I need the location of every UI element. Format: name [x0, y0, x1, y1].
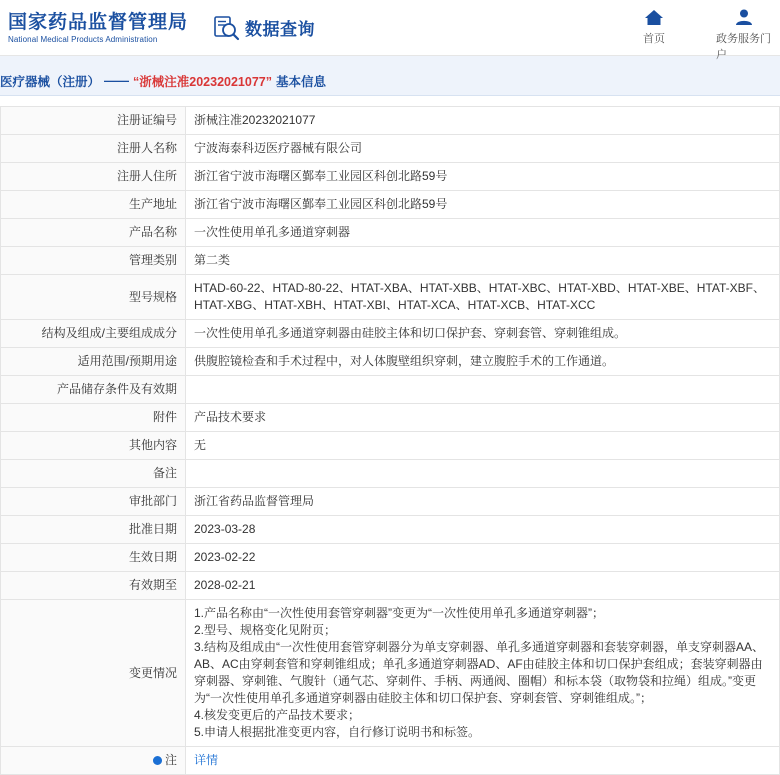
row-value: 2028-02-21 — [186, 572, 780, 600]
table-row — [1, 544, 780, 572]
data-query-icon — [214, 15, 240, 41]
row-label: 适用范围/预期用途 — [1, 348, 186, 376]
row-value: 一次性使用单孔多通道穿刺器由硅胶主体和切口保护套、穿刺套管、穿刺锥组成。 — [186, 320, 780, 348]
change-line: 1.产品名称由“一次性使用套管穿刺器”变更为“一次性使用单孔多通道穿刺器”； — [194, 606, 604, 620]
change-line: 3.结构及组成由“一次性使用套管穿刺器分为单支穿刺器、单孔多通道穿刺器和套装穿刺器，单支穿刺器AA、AB、AC由穿刺套管和穿刺锥组成；单孔多通道穿刺器AD、AF由硅胶主体和切口保护套组成；套装穿刺器由穿刺器、穿刺锥、气腹针（通气芯、穿刺件、手柄、两通阀、圈帽）和标本袋（取物袋和拉绳）组成。”变更为“一次性使用单孔多通道穿刺器由硅胶主体和切口保护套、穿刺套管、穿刺锥组成。”； — [194, 640, 765, 705]
row-label: 有效期至 — [1, 572, 186, 600]
table-row — [1, 432, 780, 460]
row-label: 结构及组成/主要组成成分 — [1, 320, 186, 348]
agency-logo — [0, 11, 188, 45]
row-value: 浙江省药品监督管理局 — [186, 488, 780, 516]
row-value: 宁波海泰科迈医疗器械有限公司 — [186, 135, 780, 163]
user-icon — [734, 6, 754, 28]
row-value: 供腹腔镜检查和手术过程中，对人体腹壁组织穿刺，建立腹腔手术的工作通道。 — [186, 348, 780, 376]
info-table-wrapper — [0, 96, 780, 775]
row-label: 附件 — [1, 404, 186, 432]
note-value — [186, 747, 780, 775]
header-nav — [626, 6, 772, 62]
row-value: HTAD-60-22、HTAD-80-22、HTAT-XBA、HTAT-XBB、HTAT-XBC、HTAT-XBD、HTAT-XBE、HTAT-XBF、HTAT-XBG、HTAT-XBH、HTAT-XBI、HTAT-XCA、HTAT-XCB、HTAT-XCC — [186, 275, 780, 320]
table-row — [1, 460, 780, 488]
table-row — [1, 163, 780, 191]
table-row — [1, 404, 780, 432]
app-title: 数据查询 — [245, 20, 316, 39]
row-value: 浙江省宁波市海曙区鄞奉工业园区科创北路59号 — [186, 191, 780, 219]
table-row — [1, 516, 780, 544]
table-row — [1, 376, 780, 404]
info-dot-icon — [153, 756, 162, 765]
detail-link[interactable]: 详情 — [194, 753, 219, 767]
row-label: 产品储存条件及有效期 — [1, 376, 186, 404]
table-row-note — [1, 747, 780, 775]
row-value: 浙械注准20232021077 — [186, 107, 780, 135]
table-row — [1, 572, 780, 600]
row-value: 2023-03-28 — [186, 516, 780, 544]
app-title-block — [214, 15, 315, 41]
table-row — [1, 247, 780, 275]
nav-item-service-portal-label: 政务服务门户 — [716, 33, 771, 61]
row-value: 第二类 — [186, 247, 780, 275]
agency-name-en: National Medical Products Administration — [8, 34, 158, 44]
row-value: 产品技术要求 — [186, 404, 780, 432]
row-value: 无 — [186, 432, 780, 460]
table-row — [1, 275, 780, 320]
row-value: 2023-02-22 — [186, 544, 780, 572]
nav-item-home-label: 首页 — [643, 33, 665, 45]
row-label: 型号规格 — [1, 275, 186, 320]
home-icon — [644, 6, 664, 28]
change-line: 5.申请人根据批准变更内容，自行修订说明书和标签。 — [194, 725, 481, 739]
nav-item-home[interactable] — [626, 6, 682, 62]
nav-item-service-portal[interactable] — [716, 6, 772, 62]
note-label — [1, 747, 186, 775]
breadcrumb — [0, 66, 780, 96]
table-row — [1, 348, 780, 376]
table-row — [1, 191, 780, 219]
change-label: 变更情况 — [1, 600, 186, 747]
change-line: 4.核发变更后的产品技术要求； — [194, 708, 361, 722]
row-label: 批准日期 — [1, 516, 186, 544]
row-label: 注册人名称 — [1, 135, 186, 163]
row-label: 管理类别 — [1, 247, 186, 275]
row-label: 备注 — [1, 460, 186, 488]
table-row — [1, 320, 780, 348]
breadcrumb-highlight: “浙械注准20232021077” — [133, 74, 272, 89]
row-label: 注册证编号 — [1, 107, 186, 135]
row-value: 一次性使用单孔多通道穿刺器 — [186, 219, 780, 247]
table-row — [1, 135, 780, 163]
row-label: 注册人住所 — [1, 163, 186, 191]
row-label: 生效日期 — [1, 544, 186, 572]
breadcrumb-prefix: 医疗器械（注册） — [0, 74, 101, 89]
page-header — [0, 0, 780, 61]
row-value — [186, 460, 780, 488]
row-label: 审批部门 — [1, 488, 186, 516]
row-value — [186, 376, 780, 404]
registration-info-table — [0, 106, 780, 775]
change-line: 2.型号、规格变化见附页； — [194, 623, 337, 637]
change-value — [186, 600, 780, 747]
table-row-change — [1, 600, 780, 747]
table-row — [1, 219, 780, 247]
row-label: 其他内容 — [1, 432, 186, 460]
breadcrumb-suffix: 基本信息 — [276, 74, 327, 89]
table-row — [1, 488, 780, 516]
breadcrumb-dash: —— — [104, 73, 130, 88]
table-row — [1, 107, 780, 135]
note-label-text: 注 — [164, 753, 177, 767]
row-label: 产品名称 — [1, 219, 186, 247]
row-value: 浙江省宁波市海曙区鄞奉工业园区科创北路59号 — [186, 163, 780, 191]
row-label: 生产地址 — [1, 191, 186, 219]
agency-name-cn: 国家药品监督管理局 — [8, 11, 189, 33]
